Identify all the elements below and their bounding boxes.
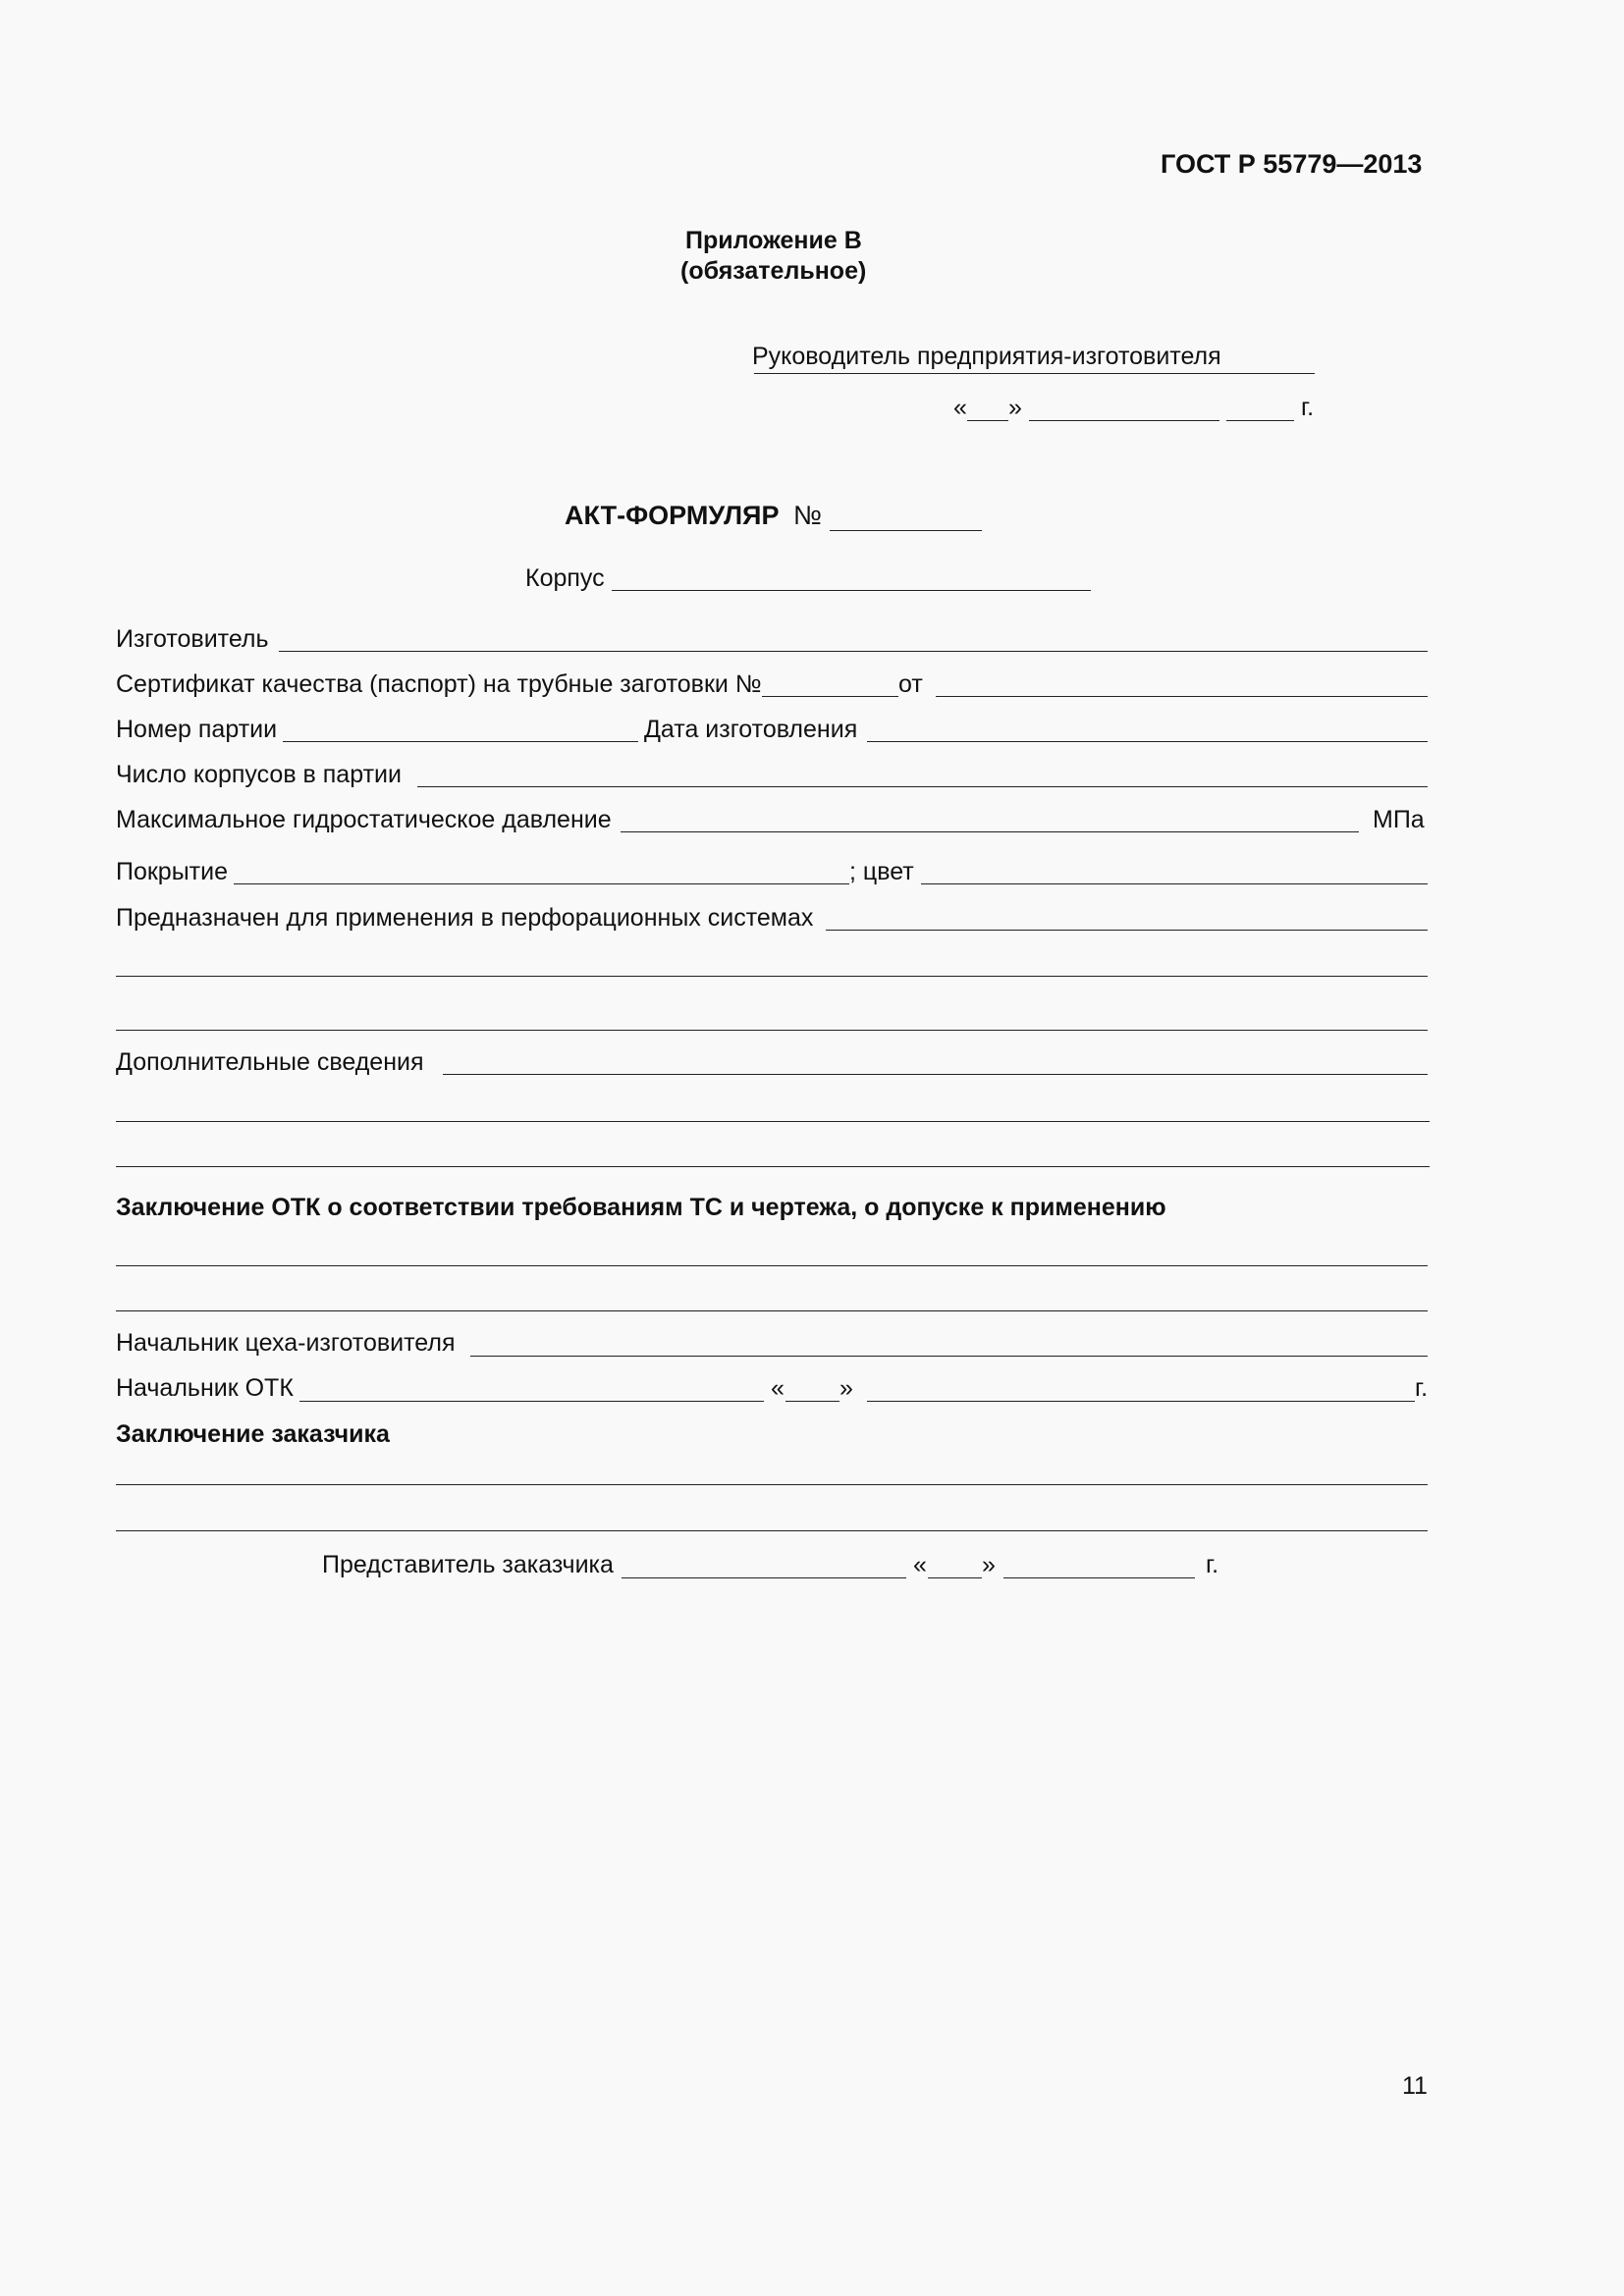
color-label: ; цвет <box>849 858 914 885</box>
certificate-from-label: от <box>898 670 923 698</box>
bodies-count-label: Число корпусов в партии <box>116 761 402 788</box>
qc-conclusion-line-2[interactable] <box>116 1310 1428 1311</box>
qc-conclusion-line-1[interactable] <box>116 1265 1428 1266</box>
additional-line-2[interactable] <box>116 1121 1430 1122</box>
manufacturer-line[interactable] <box>279 651 1428 652</box>
approval-head-label: Руководитель предприятия-изготовителя <box>752 343 1221 370</box>
purpose-line-2[interactable] <box>116 976 1428 977</box>
qc-head-quote-open: « <box>771 1374 785 1402</box>
certificate-number-line[interactable] <box>762 696 898 697</box>
body-label: Корпус <box>525 564 605 592</box>
qc-head-signature-line[interactable] <box>299 1401 764 1402</box>
approval-year-suffix: г. <box>1301 394 1315 421</box>
shop-head-label: Начальник цеха-изготовителя <box>116 1329 456 1357</box>
customer-conclusion-line-1[interactable] <box>116 1484 1428 1485</box>
certificate-date-line[interactable] <box>936 696 1428 697</box>
customer-date-line[interactable] <box>1003 1577 1195 1578</box>
customer-quote-close: » <box>982 1551 996 1578</box>
additional-label: Дополнительные сведения <box>116 1048 424 1076</box>
customer-representative-label: Представитель заказчика <box>322 1551 614 1578</box>
coating-label: Покрытие <box>116 858 229 885</box>
customer-representative-line[interactable] <box>622 1577 906 1578</box>
approval-head-signature-line[interactable] <box>754 373 1315 374</box>
qc-conclusion-title: Заключение ОТК о соответствии требованиям ТС и чертежа, о допуске к применению <box>116 1194 1166 1221</box>
coating-line[interactable] <box>234 883 849 884</box>
customer-conclusion-line-2[interactable] <box>116 1530 1428 1531</box>
max-pressure-line[interactable] <box>621 831 1359 832</box>
page-number: 11 <box>1402 2072 1428 2100</box>
batch-number-line[interactable] <box>283 741 638 742</box>
qc-head-year-suffix: г. <box>1415 1374 1429 1402</box>
purpose-line-1[interactable] <box>826 930 1428 931</box>
standard-code: ГОСТ Р 55779—2013 <box>1161 149 1423 179</box>
act-title: АКТ-ФОРМУЛЯР <box>565 501 780 530</box>
approval-year-line[interactable] <box>1226 420 1294 421</box>
additional-line-1[interactable] <box>443 1074 1428 1075</box>
shop-head-line[interactable] <box>470 1356 1428 1357</box>
max-pressure-label: Максимальное гидростатическое давление <box>116 806 612 833</box>
customer-quote-open: « <box>913 1551 927 1578</box>
purpose-line-3[interactable] <box>116 1030 1428 1031</box>
approval-quote-open: « <box>953 394 967 421</box>
customer-conclusion-title: Заключение заказчика <box>116 1420 390 1448</box>
color-line[interactable] <box>921 883 1428 884</box>
qc-head-label: Начальник ОТК <box>116 1374 294 1402</box>
manufacture-date-label: Дата изготовления <box>644 716 858 743</box>
manufacture-date-line[interactable] <box>867 741 1428 742</box>
appendix-status: (обязательное) <box>680 257 867 285</box>
act-number-line[interactable] <box>830 530 982 531</box>
approval-quote-close: » <box>1008 394 1022 421</box>
batch-number-label: Номер партии <box>116 716 278 743</box>
act-number-sign: № <box>793 501 822 530</box>
customer-year-suffix: г. <box>1206 1551 1219 1578</box>
additional-line-3[interactable] <box>116 1166 1430 1167</box>
purpose-label: Предназначен для применения в перфорационных системах <box>116 904 814 932</box>
qc-head-date-line[interactable] <box>867 1401 1415 1402</box>
approval-month-line[interactable] <box>1029 420 1219 421</box>
qc-head-day-line[interactable] <box>785 1401 839 1402</box>
qc-head-quote-close: » <box>839 1374 853 1402</box>
body-line[interactable] <box>612 590 1091 591</box>
approval-day-line[interactable] <box>967 420 1008 421</box>
pressure-unit: МПа <box>1373 806 1425 833</box>
bodies-count-line[interactable] <box>417 786 1428 787</box>
certificate-label: Сертификат качества (паспорт) на трубные заготовки № <box>116 670 762 698</box>
appendix-title: Приложение В <box>685 227 862 254</box>
customer-day-line[interactable] <box>928 1577 982 1578</box>
manufacturer-label: Изготовитель <box>116 625 269 653</box>
